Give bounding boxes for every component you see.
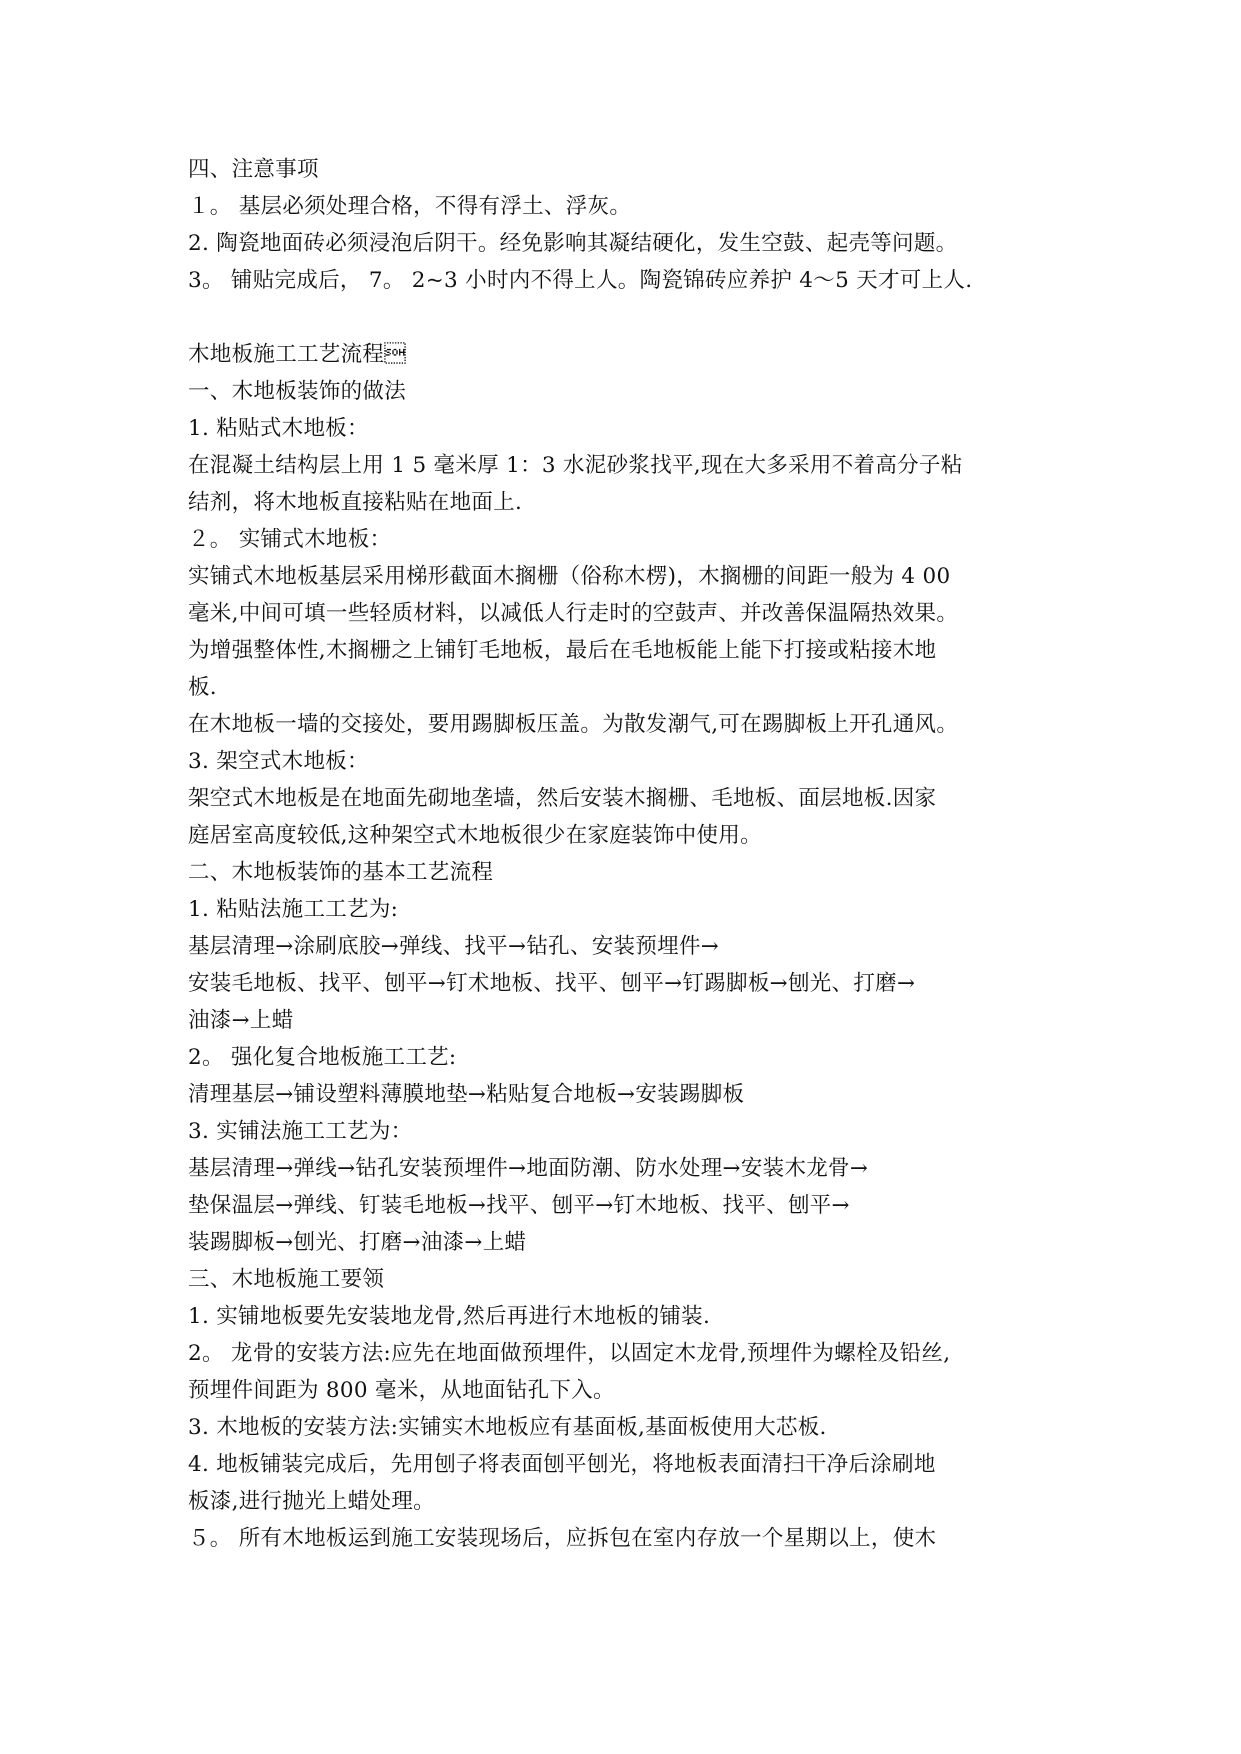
section-heading-precautions: 四、注意事项 xyxy=(188,157,319,182)
text-line: 4. 地板铺装完成后，先用刨子将表面刨平刨光，将地板表面清扫干净后涂刷地 xyxy=(188,1452,936,1477)
text-line: 清理基层→铺设塑料薄膜地垫→粘贴复合地板→安装踢脚板 xyxy=(188,1082,745,1107)
text-line: 2. 陶瓷地面砖必须浸泡后阴干。经免影响其凝结硬化，发生空鼓、起壳等问题。 xyxy=(188,231,958,256)
text-line: 垫保温层→弹线、钉装毛地板→找平、刨平→钉木地板、找平、刨平→ xyxy=(188,1193,850,1218)
text-line: 实铺式木地板基层采用梯形截面木搁栅（俗称木楞)，木搁栅的间距一般为 4 00 xyxy=(188,564,951,589)
section-heading-process: 二、木地板装饰的基本工艺流程 xyxy=(188,860,494,885)
text-line: 3. 实铺法施工工艺为： xyxy=(188,1119,413,1144)
text-line: 1. 粘贴法施工工艺为: xyxy=(188,897,399,922)
text-line: 在木地板一墙的交接处，要用踢脚板压盖。为散发潮气,可在踢脚板上开孔通风。 xyxy=(188,712,959,737)
text-line: 基层清理→涂刷底胶→弹线、找平→钻孔、安装预埋件→ xyxy=(188,934,720,959)
text-line: 装踢脚板→刨光、打磨→油漆→上蜡 xyxy=(188,1230,527,1255)
text-line: 在混凝土结构层上用 1 5 毫米厚 1：3 水泥砂浆找平,现在大多采用不着高分子粘 xyxy=(188,453,963,478)
text-line: 庭居室高度较低,这种架空式木地板很少在家庭装饰中使用。 xyxy=(188,823,762,848)
text-line: 板漆,进行抛光上蜡处理。 xyxy=(188,1489,435,1514)
text-line: 预埋件间距为 800 毫米，从地面钻孔下入。 xyxy=(188,1378,615,1403)
text-line: 2。 龙骨的安装方法:应先在地面做预埋件，以固定木龙骨,预埋件为螺栓及铅丝, xyxy=(188,1341,951,1366)
text-line: 油漆→上蜡 xyxy=(188,1008,294,1033)
text-line: 结剂，将木地板直接粘贴在地面上. xyxy=(188,490,523,515)
text-line: 安装毛地板、找平、刨平→钉术地板、找平、刨平→钉踢脚板→刨光、打磨→ xyxy=(188,971,916,996)
text-line: 为增强整体性,木搁栅之上铺钉毛地板，最后在毛地板能上能下打接或粘接木地 xyxy=(188,638,937,663)
text-line: 3. 架空式木地板： xyxy=(188,749,369,774)
text-line: 架空式木地板是在地面先砌地垄墙，然后安装木搁栅、毛地板、面层地板.因家 xyxy=(188,786,937,811)
document-title: 木地板施工工艺流程 xyxy=(188,342,407,367)
text-line: 3。 铺贴完成后， 7。 2~3 小时内不得上人。陶瓷锦砖应养护 4～5 天才可上人. xyxy=(188,268,973,293)
text-line: ２。 实铺式木地板： xyxy=(188,527,392,552)
text-line: ５。 所有木地板运到施工安装现场后，应拆包在室内存放一个星期以上，使木 xyxy=(188,1526,937,1551)
text-line: １。 基层必须处理合格，不得有浮土、浮灰。 xyxy=(188,194,632,219)
text-line: 3. 木地板的安装方法:实铺实木地板应有基面板,基面板使用大芯板. xyxy=(188,1415,827,1440)
text-line: 1. 实铺地板要先安装地龙骨,然后再进行木地板的铺装. xyxy=(188,1304,711,1329)
text-line: 基层清理→弹线→钻孔安装预埋件→地面防潮、防水处理→安装木龙骨→ xyxy=(188,1156,869,1181)
text-line: 1. 粘贴式木地板： xyxy=(188,416,369,441)
section-heading-key-points: 三、木地板施工要领 xyxy=(188,1267,385,1292)
text-line: 2。 强化复合地板施工工艺: xyxy=(188,1045,457,1070)
section-heading-methods: 一、木地板装饰的做法 xyxy=(188,379,407,404)
text-line: 毫米,中间可填一些轻质材料，以减低人行走时的空鼓声、并改善保温隔热效果。 xyxy=(188,601,959,626)
text-line: 板. xyxy=(188,675,217,700)
